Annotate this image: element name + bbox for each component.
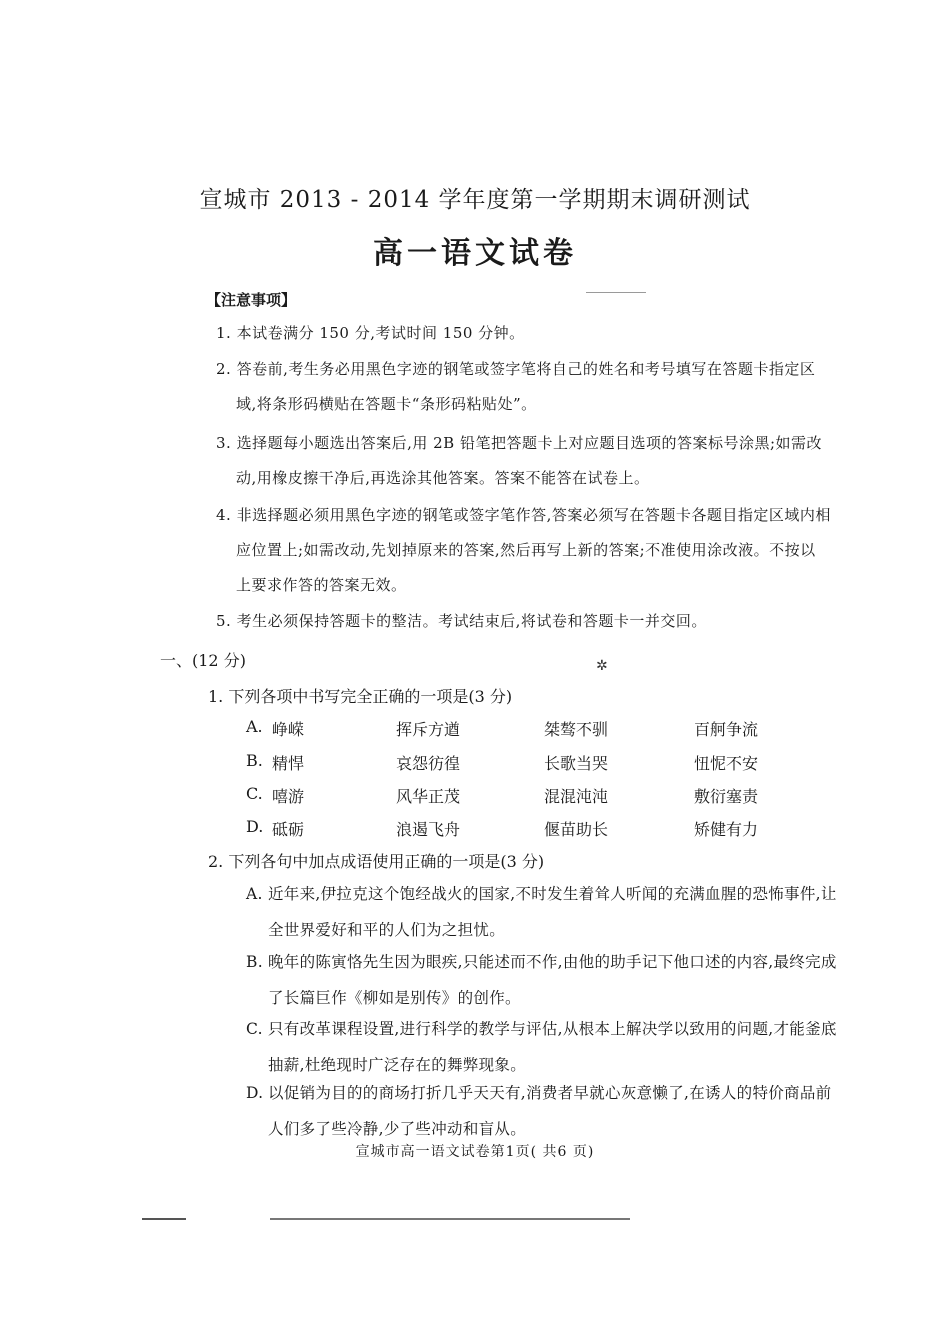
option-word: 混混沌沌	[544, 787, 609, 806]
option-word: 嘻游	[272, 787, 305, 806]
note-item-4	[216, 498, 884, 603]
option-word: 哀怨彷徨	[396, 754, 461, 773]
option-letter: C.	[246, 784, 263, 803]
option-text: 了长篇巨作《柳如是别传》的创作。	[268, 989, 521, 1007]
option-word: 精悍	[272, 754, 305, 773]
note-line: 5. 考生必须保持答题卡的整洁。考试结束后,将试卷和答题卡一并交回。	[216, 612, 707, 630]
exam-subtitle: 宣城市 2013 - 2014 学年度第一学期期末调研测试	[199, 187, 751, 213]
note-line: 3. 选择题每小题选出答案后,用 2B 铅笔把答题卡上对应题目选项的答案标号涂黑;如需改	[216, 434, 823, 452]
option-word: 百舸争流	[694, 720, 759, 739]
option-letter: B.	[246, 953, 263, 971]
option-letter: D.	[246, 1084, 264, 1102]
option-letter: B.	[246, 751, 263, 770]
q2-option-b	[246, 944, 886, 1016]
note-item-2	[216, 352, 884, 422]
notes-heading: 【注意事项】	[206, 291, 297, 309]
exam-title: 高一语文试卷	[373, 236, 577, 271]
option-word: 长歌当哭	[544, 754, 609, 773]
option-word: 偃苗助长	[544, 820, 609, 839]
option-letter: A.	[246, 717, 263, 736]
q2-option-a	[246, 876, 886, 948]
question-2-stem: 2. 下列各句中加点成语使用正确的一项是(3 分)	[208, 852, 545, 871]
note-line: 动,用橡皮擦干净后,再选涂其他答案。答案不能答在试卷上。	[236, 469, 650, 487]
q2-option-d	[246, 1075, 886, 1147]
note-line: 2. 答卷前,考生务必用黑色字迹的钢笔或签字笔将自己的姓名和考号填写在答题卡指定区	[216, 360, 816, 378]
option-word: 峥嵘	[272, 720, 305, 739]
option-letter: A.	[246, 885, 263, 903]
question-1-stem: 1. 下列各项中书写完全正确的一项是(3 分)	[208, 687, 513, 706]
scan-mark	[142, 1218, 186, 1220]
note-line: 4. 非选择题必须用黑色字迹的钢笔或签字笔作答,答案必须写在答题卡各题目指定区域内相	[216, 506, 831, 524]
option-letter: D.	[246, 817, 264, 836]
option-word: 风华正茂	[396, 787, 461, 806]
option-word: 敷衍塞责	[694, 787, 759, 806]
option-text: 以促销为目的的商场打折几乎天天有,消费者早就心灰意懒了,在诱人的特价商品前	[268, 1084, 832, 1102]
q2-option-c	[246, 1011, 886, 1083]
option-letter: C.	[246, 1020, 263, 1038]
note-item-1	[216, 316, 884, 351]
option-text: 人们多了些冷静,少了些冲动和盲从。	[268, 1120, 527, 1138]
note-line: 1. 本试卷满分 150 分,考试时间 150 分钟。	[216, 324, 525, 342]
option-word: 桀骜不驯	[544, 720, 609, 739]
option-text: 近年来,伊拉克这个饱经战火的国家,不时发生着耸人听闻的充满血腥的恐怖事件,让	[268, 885, 837, 903]
note-line: 域,将条形码横贴在答题卡“条形码粘贴处”。	[236, 395, 537, 413]
option-word: 矫健有力	[694, 820, 759, 839]
section-heading: 一、(12 分)	[160, 651, 246, 670]
option-word: 浪遏飞舟	[396, 820, 461, 839]
note-line: 上要求作答的答案无效。	[236, 576, 407, 594]
option-word: 忸怩不安	[694, 754, 759, 773]
option-text: 只有改革课程设置,进行科学的教学与评估,从根本上解决学以致用的问题,才能釜底	[268, 1020, 837, 1038]
option-word: 砥砺	[272, 820, 305, 839]
scan-smudge: ✲	[596, 658, 608, 674]
option-text: 全世界爱好和平的人们为之担忧。	[268, 921, 506, 939]
option-word: 挥斥方遒	[396, 720, 461, 739]
note-line: 应位置上;如需改动,先划掉原来的答案,然后再写上新的答案;不准使用涂改液。不按以	[236, 541, 816, 559]
note-item-3	[216, 426, 884, 496]
page-footer: 宣城市高一语文试卷第1页( 共6 页)	[355, 1144, 595, 1160]
option-text: 抽薪,杜绝现时广泛存在的舞弊现象。	[268, 1056, 527, 1074]
scan-mark	[586, 292, 646, 293]
scan-mark	[270, 1218, 630, 1220]
note-item-5	[216, 604, 884, 639]
option-text: 晚年的陈寅恪先生因为眼疾,只能述而不作,由他的助手记下他口述的内容,最终完成	[268, 953, 837, 971]
